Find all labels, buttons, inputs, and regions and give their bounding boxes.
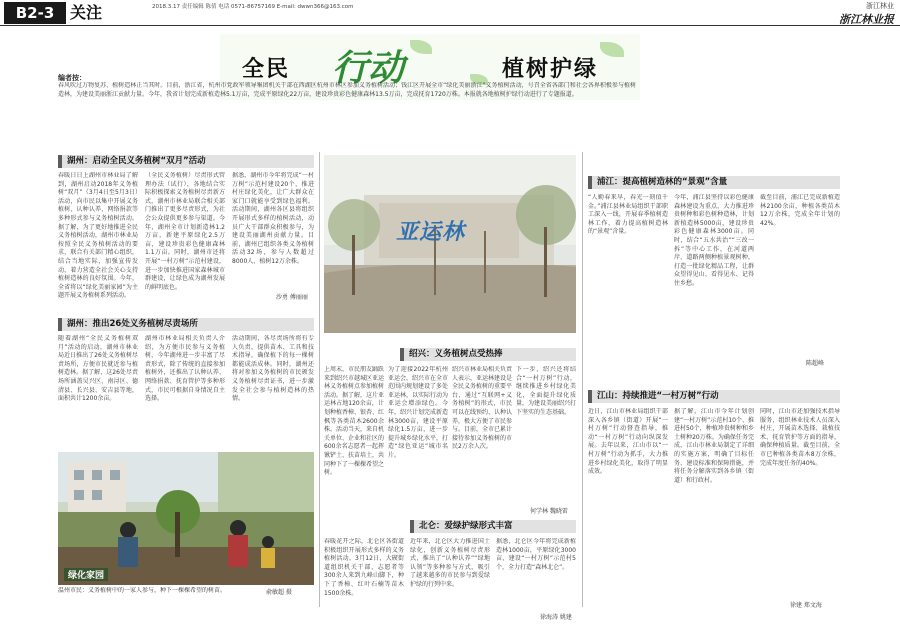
byline-shaoxing: 何学林 魏晓雷 [530,508,568,515]
headline-jiangshan: 江山：持续推进“一村万树”行动 [588,390,840,403]
byline-beilun: 徐海涛 姚建 [540,614,572,621]
byline-pujiang: 陈超峰 [806,360,825,367]
article-pujiang-col2: 今年，浦江县坚持以彩色健康森林建设为重点，大力推进珍贵树种和彩色树种造林，计划新植造林5000亩，建设珍贵彩色健康森林3000亩。同时，结合“五水共治”“三改一拆”等中心工作，在河道两岸、道路两侧种植景观树种，打造一批绿化精品工程，让群众望得见山、看得见水、记得住乡愁。 [674,194,754,287]
editor-note-head: 编者按： [58,74,86,82]
section-title: 关注 [70,3,103,22]
article-pujiang-col3: 截至目前，浦江已完成新植造林2100余亩，种植各类苗木12万余株，完成全年计划的42%。 [760,194,840,227]
article-shaoxing-col4: 下一步，绍兴还将结合“一村万树”行动，继续推进乡村绿化美化，全面提升绿化质量，为建设美丽绍兴打下坚实的生态基础。 [516,366,576,416]
headline-beilun: 北仑：爱绿护绿形式丰富 [410,520,576,533]
paper-name: 浙江林业 [866,2,894,10]
article-jiangshan-col3: 同时，江山市还加强技术指导服务，组织林业技术人员深入村庄，开展苗木选择、栽植技术、抚育管护等方面的指导，确保种植质量。截至目前，全市已种植各类苗木8万余株，完成年度任务的40%。 [760,408,840,467]
article-beilun-col2: 近年来，北仑区大力推进国土绿化，创新义务植树尽责形式，推出了“认种认养”“绿地认领”等多种参与方式，吸引了越来越多的市民参与到爱绿护绿的行列中来。 [410,538,490,588]
article-beilun-col3: 据悉，北仑区今年将完成新植造林1000亩，平原绿化3000亩，建设“一村万树”示范村5个，全力打造“森林北仑”。 [496,538,576,571]
byline-jiangshan: 徐建 郑文海 [790,602,822,609]
article-shaoxing-col3: 绍兴市林业局相关负责人表示，亚运林建设是全民义务植树的重要平台，通过“互联网+义务植树”的形式，市民可以在线预约、认种认养，极大方便了市民参与。目前，全市已累计接待参加义务植树的市民2万余人次。 [452,366,512,451]
headline-huzhou-double-month: 湖州：启动全民义务植树“双月”活动 [58,155,314,168]
leaf-decoration [410,40,432,54]
photo-family-planting [58,452,314,585]
byline-huzhou: 沙勇 傅丽丽 [276,294,308,301]
article-beilun-col1: 春暖花开之际，北仑区各街道积极组织开展形式多样的义务植树活动。3月12日，大碶街道组织机关干部、志愿者等300余人来到九峰山脚下，种下了香樟、红叶石楠等苗木1500余株。 [324,538,404,597]
article-pujiang-col1: “人勤春来早，春光一刻值千金。”浦江县林业局组织干部职工深入一线，开展春季植树造林工作，着力提高植树造林的“景观”含量。 [588,194,668,236]
article-jiangshan-col2: 据了解，江山市今年计划创建“一村万树”示范村10个、推进村50个，种植珍贵树种和乡土树种20万株。为确保任务完成，江山市林业局制定了详细的实施方案，明确了目标任务、建设标准和保障措施，并将任务分解落实到各乡镇（街道）和行政村。 [674,408,754,484]
hero-title-calligraphy: 行动 [332,47,405,89]
article-huzhou-col3: 据悉，湖州市今年将完成“一村万树”示范村建设20个，推进村庄绿化美化，让广大群众在家门口就能享受到绿色福利。活动期间，湖州各区县将组织开展形式多样的植树活动，动员广大干部群众积极参与，为建设美丽湖州贡献力量。目前，湖州已组织各类义务植树活动32场，参与人数超过8000人，植树12万余株。 [232,172,314,265]
article-huzhou-col2: （全民义务植树）尽责形式管理办法（试行），各地结合实际积极探索义务植树尽责新方式，湖州市林业局联合相关部门推出了更多尽责形式，为社会公众提供更多参与渠道。今年，湖州全市计划新造林1.2万亩，新建平原绿化2.5万亩，建设珍贵彩色健康森林1.1万亩。同时，湖州市还将开展“一村万树”示范村建设，进一步加快推进国家森林城市群建设，让绿色成为湖州发展的鲜明底色。 [145,172,225,291]
masthead [0,0,900,26]
photo-sign-asian-forest: 亚运林 [396,219,466,245]
page-number: B2-3 [4,2,66,24]
hero-title-part3: 植树护绿 [502,57,599,82]
headline-shaoxing-planting-point: 绍兴：义务植树点受热捧 [400,348,576,361]
article-huzhou-col1: 春暖日日上湖州市林业局了解到，湖州启动2018年义务植树“双月”（3月4日至5月3日）活动，向市民以集中开展义务植树、认种认养、网络捐款等多种形式参与义务植树活动。据了解，为了更好地推进全民义务植树活动，湖州市林业局按照全民义务植树活动的要求，联合有关部门精心组织，结合当地实际，加强宣传发动，着力营造全社会关心支持植树造林的良好氛围。今年，全省将以“绿化美丽家园”为主题开展义务植树系列活动。 [58,172,138,300]
photo-asian-games-forest [324,155,576,333]
editor-note-text: 春风吹过万物复苏，植树造林正当其时。目前，浙江省，杭州市党政军领导集团机关干部在西湖区杭州市林区参加义务植树活动；钱江区开展全市“绿化美丽浙江”义务植树活动，号召全省各部门和社会各界积极参与植树造林，为建设美丽浙江贡献力量。今年，我省计划完成新植造林5.1万亩，完成平原绿化22万亩，建设珍贵彩色健康森林13.5万亩，完成抚育1720万株。本报就各地植树护绿行动进行了专题报道。 [58,82,636,98]
article-huzhou2-col2: 湖州市林业局相关负责人介绍，为方便市民参与义务植树，今年湖州进一步丰富了尽责形式，除了传统的直接参加植树外，还推出了认种认养、网络捐款、抚育管护等多种形式，市民可根据自身情况自主选择。 [145,335,225,403]
headline-huzhou-26-sites: 湖州：推出26处义务植树尽责场所 [58,318,314,331]
headline-pujiang: 浦江：提高植树造林的“景观”含量 [588,176,840,189]
article-huzhou2-col3: 活动期间，各尽责场所将有专人负责，提供苗木、工具和技术指导，确保植下的每一棵树都能成活成林。同时，湖州还将对参加义务植树的市民颁发义务植树尽责证书，进一步激发全社会参与植树造林的热情。 [232,335,314,403]
article-huzhou2-col1: 随着湖州“全民义务植树双月”活动的启动，湖州市林业局近日推出了26处义务植树尽责场所，方便市民就近参与植树造林。据了解，这26处尽责场所涵盖吴兴区、南浔区、德清县、长兴县、安吉县等地，面积共计1200余亩。 [58,335,138,403]
masthead-meta: 2018.3.17 责任编辑 陈倩 电话 0571-86757169 E-mail: dwwn366@163.com [152,4,354,10]
column-rule [582,152,583,607]
paper-logo: 浙江林业报 [839,13,894,26]
article-shaoxing-col2: 为了迎接2022年杭州亚运会，绍兴市在全市范围内规划建设了多处亚运林，以实际行动为亚运会增添绿色。今年，绍兴计划完成新造林3000亩，建设平原绿化1.5万亩，进一步提升城乡绿化水平，打造“绿色亚运”城市名片。 [388,366,448,459]
leaf-decoration [600,42,624,57]
column-rule [319,152,320,607]
photo-sign-greening: 绿化家园 [64,568,108,581]
photo-family-credit: 俞敏超 摄 [266,589,292,596]
photo-family-planting-image [58,452,314,585]
hero-title-part1: 全民 [242,57,291,82]
article-shaoxing-col1: 上周末，市民朋友踊跃来到绍兴市越城区亚运林义务植树点参加植树活动。据了解，这片亚运林占地120余亩，计划种植香樟、银杏、红枫等各类苗木2600余株。活动当天，来自机关单位、企业和社区的600余名志愿者一起挥锹铲土、扶苗培土，共同种下了一棵棵希望之树。 [324,366,384,477]
photo-family-caption: 温州市民：义务植树中的一家人参与，种下一棵棵希望的树苗。 [58,587,227,594]
article-jiangshan-col1: 近日，江山市林业局组织干部深入各乡镇（街道）开展“一村万树”行动督查指导，推动“一村万树”行动向纵深发展。去年以来，江山市以“一村万树”行动为抓手，大力推进乡村绿化美化，取得了明显成效。 [588,408,668,476]
